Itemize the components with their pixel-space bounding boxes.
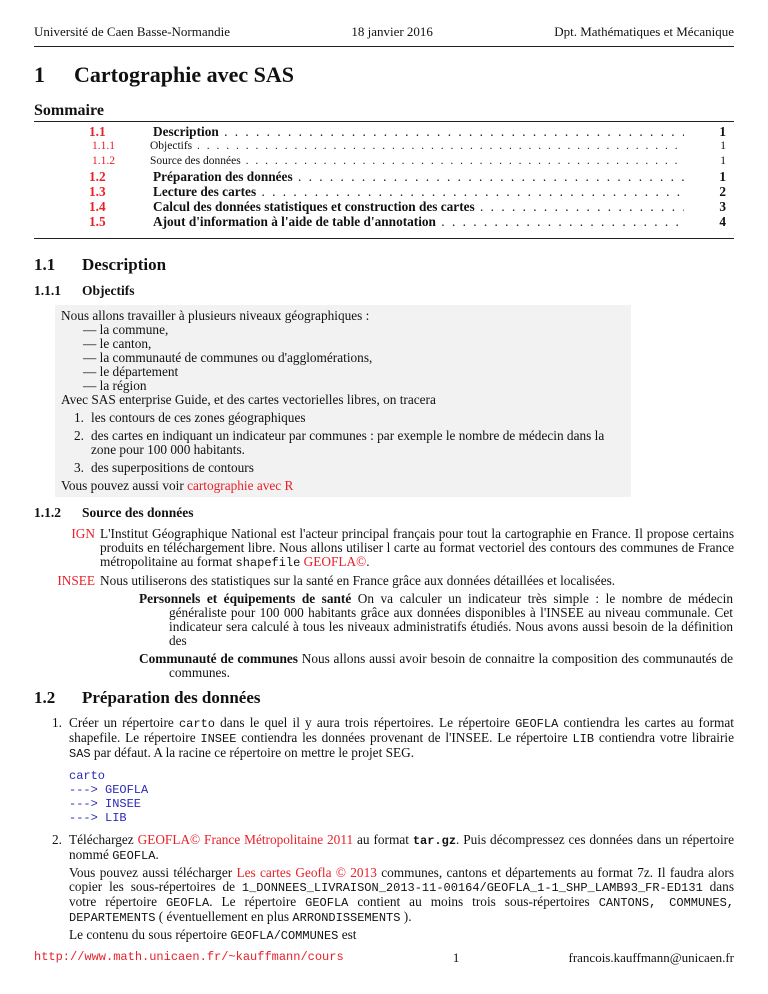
source-communities (139, 652, 733, 680)
section-number: 1.1 (34, 255, 56, 274)
goal-item (61, 411, 625, 425)
text: . Puis décompressez ces données dans un répertoire nommé (69, 832, 734, 862)
toc-page: 1 (719, 169, 726, 184)
step-2 (34, 833, 734, 943)
communities-term: Communauté de communes (139, 651, 298, 666)
code: ARRONDISSEMENTS (292, 911, 401, 925)
intro-text: Nous allons travailler à plusieurs niveaux géographiques : (61, 308, 370, 323)
goal-text: les contours de ces zones géographiques (91, 410, 306, 425)
toc-label[interactable] (150, 154, 684, 169)
insee-text: Nous utiliserons des statistiques sur la santé en France grâce aux données détaillées et localisées. (100, 573, 616, 588)
toc-number: 1.3 (89, 184, 106, 199)
code: LIB (572, 732, 595, 746)
ign-end: . (366, 554, 370, 569)
preparation-steps (34, 716, 734, 943)
subsection-heading (34, 505, 734, 521)
subsection-number: 1.1.2 (34, 505, 61, 520)
goal-number: 2. (74, 428, 84, 443)
toc-label-text: Préparation des données (153, 169, 293, 184)
sas-text: Avec SAS enterprise Guide, et des cartes vectorielles libres, on tracera (61, 392, 436, 407)
text: contiendra les cartes au format shapefile. Le répertoire (69, 715, 734, 745)
code: CANTONS, COMMUNES, DEPARTEMENTS (69, 896, 734, 925)
toc-page: 1 (720, 155, 726, 167)
header-university: Université de Caen Basse-Normandie (34, 24, 231, 39)
toc-label-text: Calcul des données statistiques et construction des cartes (153, 199, 475, 214)
toc-label[interactable] (153, 169, 684, 184)
toc-number: 1.1 (89, 124, 106, 139)
ign-text: L'Institut Géographique National est l'acteur principal français pour tout la cartographie en France. Il propose certains produits en téléchargement libre. Nous allons utiliser l carte au format vectoriel des contours des communes de France métropolitaine au format (100, 526, 734, 569)
chapter-title (34, 62, 294, 88)
level-item: — la communauté de communes ou d'agglomérations, (83, 350, 373, 365)
chapter-title-text: Cartographie avec SAS (74, 62, 294, 87)
toc-number: 1.1.2 (92, 155, 115, 167)
table-of-contents (34, 121, 734, 239)
communities-text: Nous allons aussi avoir besoin de connaitre la composition des communautés de communes. (169, 651, 733, 680)
toc-page: 3 (719, 199, 726, 214)
text: contient au moins trois sous-répertoires (348, 894, 599, 909)
toc-label-text: Source des données (150, 155, 241, 167)
toc-label-text: Lecture des cartes (153, 184, 257, 199)
text: Téléchargez (69, 832, 138, 847)
code: GEOFLA (112, 849, 156, 863)
goal-text: des superpositions de contours (91, 460, 254, 475)
section-title: Préparation des données (82, 688, 261, 707)
toc-entry[interactable] (34, 184, 734, 199)
text: . Le répertoire (209, 894, 306, 909)
code-line: ---> GEOFLA (69, 783, 149, 797)
toc-label-text: Objectifs (150, 140, 193, 152)
subsection-title: Source des données (82, 505, 194, 520)
objectives-box (55, 305, 631, 497)
code: GEOFLA (305, 896, 349, 910)
toc-heading: Sommaire (34, 102, 104, 119)
toc-label[interactable] (153, 199, 684, 214)
levels-list (61, 323, 625, 393)
goal-item (61, 461, 625, 475)
goal-item (61, 429, 625, 457)
toc-entry[interactable] (34, 169, 734, 184)
insee-term: INSEE (57, 573, 95, 588)
code: GEOFLA/COMMUNES (230, 929, 339, 943)
code: GEOFLA (515, 717, 559, 731)
code: tar.gz (412, 834, 457, 848)
chapter-number: 1 (34, 62, 45, 87)
code-line: ---> INSEE (69, 797, 142, 811)
toc-entry[interactable] (34, 139, 734, 154)
geofla-2011-link[interactable]: GEOFLA© France Métropolitaine 2011 (137, 832, 354, 847)
toc-page: 1 (720, 140, 726, 152)
toc-entry[interactable] (34, 199, 734, 214)
level-item: — le canton, (83, 336, 152, 351)
cartographie-r-link[interactable]: cartographie avec R (187, 478, 294, 493)
code-line: carto (69, 769, 106, 783)
author-email: francois.kauffmann@unicaen.fr (568, 950, 734, 965)
section-heading (34, 688, 734, 708)
ign-term: IGN (71, 526, 95, 541)
step-number: 2. (52, 832, 62, 847)
header-department: Dpt. Mathématiques et Mécanique (554, 24, 734, 39)
subsection-title: Objectifs (82, 283, 135, 298)
section-title: Description (82, 255, 167, 274)
shapefile-code: shapefile (235, 556, 301, 570)
text: Le contenu du sous répertoire (69, 927, 231, 942)
text: au format (353, 832, 413, 847)
toc-number: 1.5 (89, 214, 106, 229)
toc-label[interactable] (153, 124, 684, 139)
text: Créer un répertoire (69, 715, 179, 730)
toc-page: 1 (719, 124, 726, 139)
page-header (34, 25, 734, 47)
code: INSEE (200, 732, 237, 746)
text: Vous pouvez aussi télécharger (69, 865, 237, 880)
course-url-link[interactable]: http://www.math.unicaen.fr/~kauffmann/cours (34, 950, 344, 964)
toc-label-text: Ajout d'information à l'aide de table d'annotation (153, 214, 436, 229)
see-also (61, 479, 625, 493)
header-date: 18 janvier 2016 (351, 24, 433, 39)
text: ). (400, 909, 412, 924)
goal-text: des cartes en indiquant un indicateur par communes : par exemple le nombre de médecin dans la zone pour 100 000 habitants. (91, 428, 605, 457)
section-heading (34, 255, 734, 275)
sources-list (34, 527, 734, 680)
text: . (155, 847, 159, 862)
text: ( éventuellement en plus (155, 909, 293, 924)
toc-label[interactable] (150, 139, 684, 154)
toc-number: 1.2 (89, 169, 106, 184)
code-line: ---> LIB (69, 811, 127, 825)
source-health (139, 592, 733, 648)
geofla-link[interactable]: GEOFLA© (303, 554, 367, 569)
toc-number: 1.1.1 (92, 140, 115, 152)
step-number: 1. (52, 715, 62, 730)
goals-list (61, 411, 625, 475)
toc-label-text: Description (153, 124, 219, 139)
text: contiendra les données provenant de l'INSEE. Le répertoire (236, 730, 573, 745)
subsection-number: 1.1.1 (34, 283, 61, 298)
step-1 (34, 716, 734, 833)
toc-entry[interactable] (34, 214, 734, 229)
level-item: — la commune, (83, 322, 169, 337)
code: SAS (69, 747, 91, 761)
page-number: 1 (452, 950, 460, 965)
see-also-text: Vous pouvez aussi voir (61, 478, 188, 493)
goal-number: 1. (74, 410, 84, 425)
page-footer (34, 950, 734, 965)
health-text: On va calculer un indicateur très simple : le nombre de médecin généraliste pour 100 000 habitants grâce aux données disponibles à l'INSEE au niveau communale. Cet indicateur sera calculé à tous les niveaux administratifs étudiés. Nous avons aussi besoin de la définition des (169, 591, 733, 648)
section-number: 1.2 (34, 688, 56, 707)
text: est (338, 927, 357, 942)
toc-entry[interactable] (34, 124, 734, 139)
level-item: — la région (83, 378, 147, 393)
text: communes, cantons et départements au format 7z. Il faudra alors copier les sous-répertoires de (69, 865, 734, 894)
goal-number: 3. (74, 460, 84, 475)
text: par défaut. A la racine ce répertoire on mettre le projet SEG. (90, 745, 415, 760)
toc-page: 4 (719, 214, 726, 229)
code: carto (178, 717, 215, 731)
subsection-heading (34, 283, 734, 299)
directory-code-block (69, 769, 734, 825)
text: dans votre répertoire (69, 879, 734, 909)
toc-label[interactable] (153, 214, 684, 229)
toc-page: 2 (719, 184, 726, 199)
code: 1_DONNEES_LIVRAISON_2013-11-00164/GEOFLA_1-1_SHP_LAMB93_FR-ED131 (241, 881, 703, 895)
page-body (34, 255, 734, 943)
toc-number: 1.4 (89, 199, 106, 214)
health-term: Personnels et équipements de santé (139, 591, 352, 606)
toc-label[interactable] (153, 184, 684, 199)
level-item: — le département (83, 364, 179, 379)
code: GEOFLA (165, 896, 210, 910)
source-ign (34, 527, 734, 570)
geofla-2013-link[interactable]: Les cartes Geofla © 2013 (236, 865, 377, 880)
toc-entry[interactable] (34, 154, 734, 169)
source-insee (34, 574, 734, 588)
text: dans le quel il y aura trois répertoires. Le répertoire (215, 715, 516, 730)
text: contiendra votre librairie (594, 730, 734, 745)
